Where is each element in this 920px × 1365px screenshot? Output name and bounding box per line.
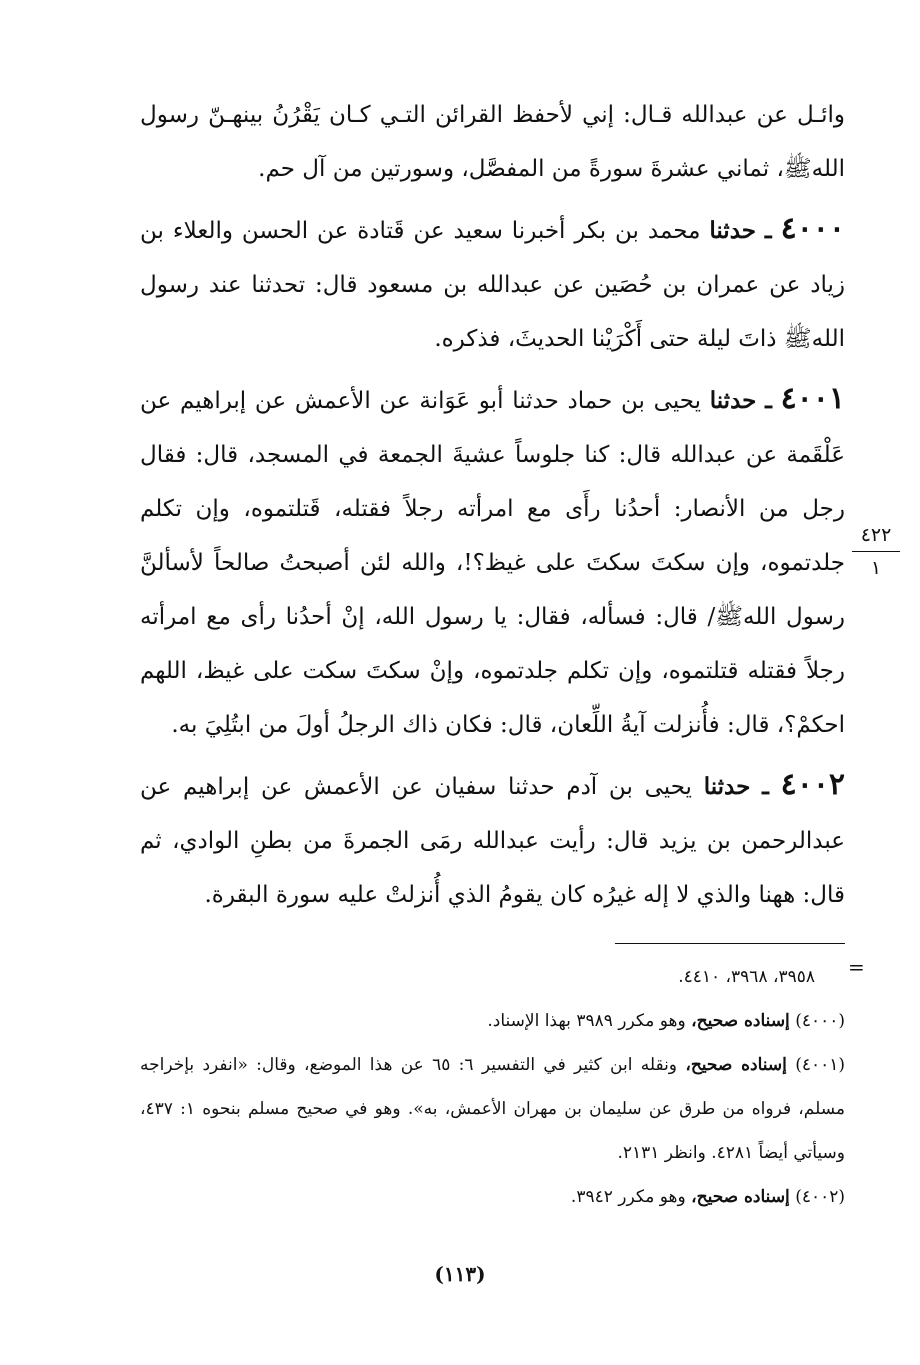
footnote-label: (٤٠٠٠) [795,1011,845,1031]
hadith-text: يحيى بن آدم حدثنا سفيان عن الأعمش عن إبراهيم عن عبدالرحمن بن يزيد قال: رأيت عبدالله رمَى الجمرةَ من بطنِ الوادي، ثم قال: ههنا والذي لا إله غيرُه كان يقومُ الذي أُنزلتْ عليه سورة البقرة. [140,774,845,908]
paragraph-continuation [140,88,845,196]
hadith-separator: ـ [764,217,772,244]
footnote-continuation-text: ٣٩٥٨، ٣٩٦٨، ٤٤١٠. [678,967,815,987]
page-number: (١١٣) [434,1262,486,1286]
margin-part: ١ [870,557,882,579]
hadith-number: ٤٠٠٠ [780,211,846,246]
footnote-4002 [140,1175,845,1219]
footnote-label: (٤٠٠١) [795,1055,845,1075]
footnote-grade: إسناده صحيح، [685,1055,787,1075]
footnote-continuation-mark: = [848,955,865,979]
footnote-label: (٤٠٠٢) [795,1187,845,1207]
hadith-4000 [140,202,845,366]
hadith-separator: ـ [762,773,769,800]
footnotes [140,955,845,1219]
main-text [140,88,845,922]
footnote-text: وهو مكرر ٣٩٤٢. [570,1187,686,1207]
footnote-separator [615,943,845,944]
hadith-number: ٤٠٠١ [780,381,846,416]
hadith-text: محمد بن بكر أخبرنا سعيد عن قَتادة عن الحسن والعلاء بن زياد عن عمران بن حُصَين عن عبدالله بن مسعود قال: تحدثنا عند رسول اللهﷺ ذاتَ ليلة حتى أَكْرَيْنا الحديثَ، فذكره. [140,218,845,352]
hadith-head: حدثنا [703,773,751,800]
footnote-text: وهو مكرر ٣٩٨٩ بهذا الإسناد. [487,1011,686,1031]
hadith-head: حدثنا [709,387,757,414]
hadith-head: حدثنا [709,217,756,244]
hadith-separator: ـ [765,387,772,414]
footnote-grade: إسناده صحيح، [691,1187,790,1207]
margin-reference [852,522,900,581]
margin-volume-page: ٤٢٢ [860,524,892,546]
hadith-4002 [140,758,845,922]
margin-divider [852,551,900,552]
hadith-text: يحيى بن حماد حدثنا أبو عَوَانة عن الأعمش عن إبراهيم عن عَلْقَمة عن عبدالله قال: كنا جلوساً عشيةَ الجمعة في المسجد، قال: فقال رجل من الأنصار: أحدُنا رأَى مع امرأته رجلاً فقتله، قَتلتموه، وإن تكلم جلدتموه، وإن سكتَ سكتَ على غيظ؟!، والله لئن أصبحتُ صالحاً لأسألنَّ رسول اللهﷺ/ قال: فسأله، فقال: يا رسول الله، إنْ أحدُنا رأى مع امرأته رجلاً فقتله قتلتموه، وإن تكلم جلدتموه، وإنْ سكتَ سكت على غيظ، اللهم احكمْ؟، قال: فأُنزلت آيةُ اللِّعان، قال: فكان ذاك الرجلُ أولَ من ابتُلِيَ به. [140,388,845,738]
footnote-4000 [140,999,845,1043]
hadith-number: ٤٠٠٢ [780,767,846,802]
footnote-continuation [140,955,845,999]
hadith-4001 [140,372,845,752]
paragraph-text: وائـل عن عبدالله قـال: إني لأحفظ القرائن التـي كـان يَقْرُنُ بينهـنّ رسول اللهﷺ، ثماني عشرةَ سورةً من المفصَّل، وسورتين من آل حم. [140,102,845,182]
footnote-4001 [140,1043,845,1175]
footnote-grade: إسناده صحيح، [691,1011,790,1031]
footnote-text: ونقله ابن كثير في التفسير ٦: ٦٥ عن هذا الموضع، وقال: «انفرد بإخراجه مسلم، فرواه من طرق عن سليمان بن مهران الأعمش، به». وهو في صحيح مسلم بنحوه ١: ٤٣٧، وسيأتي أيضاً ٤٢٨١. وانظر ٢١٣١. [140,1055,845,1163]
